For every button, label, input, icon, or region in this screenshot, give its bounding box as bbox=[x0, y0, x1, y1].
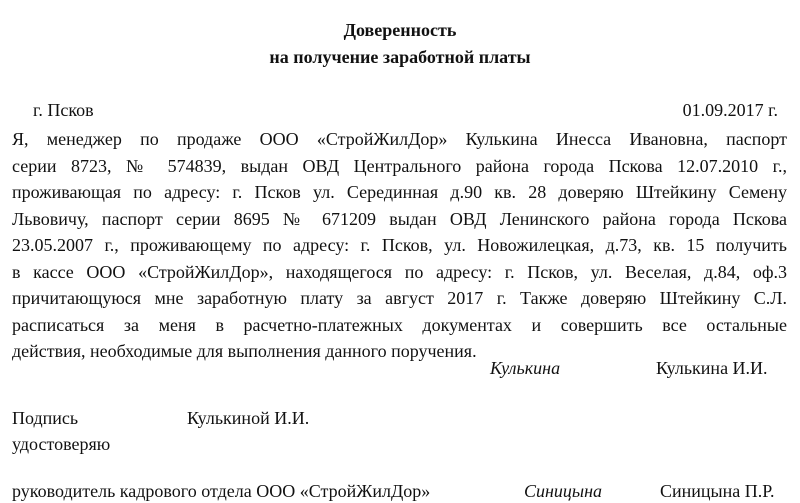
body-line: причитающуюся мне заработную плату за август 2017 г. Также доверяю Штейкину С.Л. bbox=[12, 288, 787, 308]
body-line: расписаться за меня в расчетно-платежных документах и совершить все остальные bbox=[12, 314, 787, 335]
body-line: 23.05.2007 г., проживающему по адресу: г. Псков, ул. Новожилецкая, д.73, кв. 15 получить bbox=[12, 235, 787, 255]
principal-name: Кулькина И.И. bbox=[656, 358, 768, 378]
certifier-role: руководитель кадрового отдела ООО «СтройЖилДор» bbox=[12, 481, 431, 501]
body-line: Львовичу, паспорт серии 8695 № 671209 выдан ОВД Ленинского района города Пскова bbox=[12, 208, 787, 229]
document-title: Доверенность bbox=[343, 20, 457, 40]
document-body bbox=[12, 126, 787, 365]
body-line: серии 8723, № 574839, выдан ОВД Центрального района города Пскова 12.07.2010 г., bbox=[12, 155, 787, 176]
document-subtitle: на получение заработной платы bbox=[269, 47, 531, 67]
certify-label-line2: удостоверяю bbox=[12, 434, 111, 454]
body-line: проживающая по адресу: г. Псков ул. Серединная д.90 кв. 28 доверяю Штейкину Семену bbox=[12, 182, 787, 202]
certified-person-name: Кулькиной И.И. bbox=[187, 408, 310, 428]
certifier-name: Синицына П.Р. bbox=[660, 481, 775, 501]
body-line: действия, необходимые для выполнения данного поручения. bbox=[12, 341, 477, 361]
principal-signature: Кулькина bbox=[490, 358, 561, 378]
body-line: в кассе ООО «СтройЖилДор», находящегося по адресу: г. Псков, ул. Веселая, д.84, оф.3 bbox=[12, 261, 787, 282]
document-place: г. Псков bbox=[33, 100, 94, 120]
certifier-signature: Синицына bbox=[524, 481, 603, 501]
certify-label-line1: Подпись bbox=[12, 408, 79, 428]
body-line: Я, менеджер по продаже ООО «СтройЖилДор» Кулькина Инесса Ивановна, паспорт bbox=[12, 129, 787, 149]
document-date: 01.09.2017 г. bbox=[682, 100, 778, 120]
